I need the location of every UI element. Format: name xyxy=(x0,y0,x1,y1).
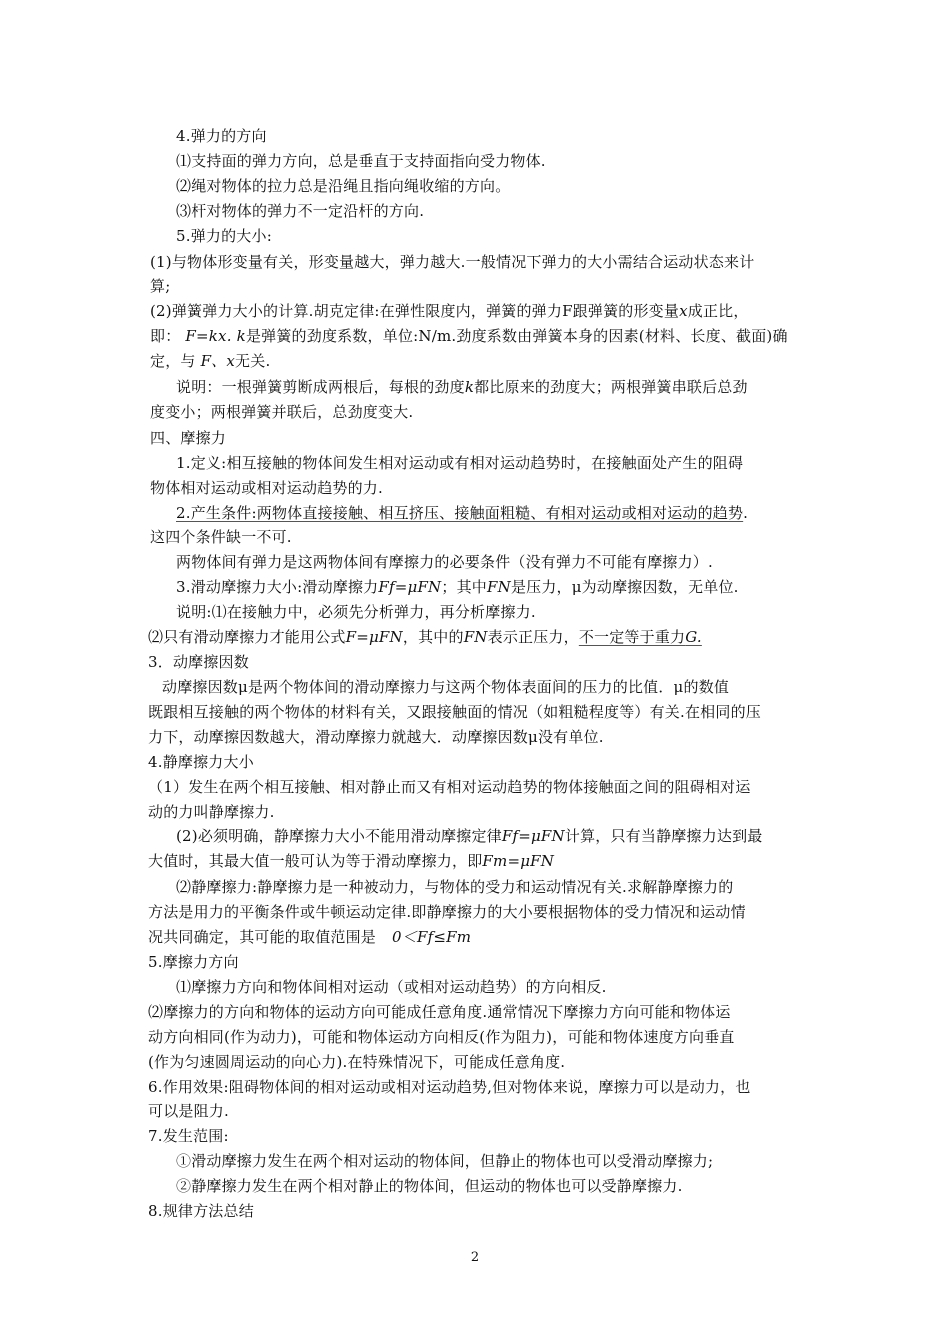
text-fragment: 大值时，其最大值一般可认为等于滑动摩擦力，即 xyxy=(148,852,483,870)
text-fragment: 表示正压力， xyxy=(487,628,579,646)
text-fragment: . xyxy=(743,504,749,522)
text-line: ⑶杆对物体的弹力不一定沿杆的方向. xyxy=(176,202,425,220)
heading-range: 7.发生范围: xyxy=(148,1127,229,1145)
heading-elastic-direction: 4.弹力的方向 xyxy=(176,127,267,145)
text-line: 度变小；两根弹簧并联后，总劲度变大. xyxy=(150,403,414,421)
formula-friction: F=μFN xyxy=(345,628,403,646)
text-fragment: 2.产生条件:两物体直接接触、相互挤压、接触面粗糙、有相对运动或相对运动的趋势 xyxy=(176,504,744,522)
text-line xyxy=(150,351,270,371)
text-fragment: ⑵只有滑动摩擦力才能用公式 xyxy=(148,628,346,646)
formula-sliding-friction: Ff=μFN xyxy=(378,578,442,596)
text-fragment: (2)弹簧弹力大小的计算.胡克定律:在弹性限度内，弹簧的弹力F跟弹簧的形变量 xyxy=(150,302,680,320)
text-fragment: 3.滑动摩擦力大小:滑动摩擦力 xyxy=(176,578,379,596)
text-line: 说明:⑴在接触力中，必须先分析弹力，再分析摩擦力. xyxy=(176,603,536,621)
text-fragment: 况共同确定，其可能的取值范围是 xyxy=(148,928,377,946)
text-line: ⑴摩擦力方向和物体间相对运动（或相对运动趋势）的方向相反. xyxy=(176,978,607,996)
text-fragment: ，其中的 xyxy=(402,628,464,646)
text-line: 动方向相同(作为动力)，可能和物体运动方向相反(作为阻力)，可能和物体速度方向垂直 xyxy=(148,1028,735,1046)
text-fragment: 无关. xyxy=(235,352,271,370)
text-line: 这四个条件缺一不可. xyxy=(150,528,292,546)
heading-elastic-magnitude: 5.弹力的大小: xyxy=(176,227,272,245)
text-line xyxy=(176,377,748,397)
text-line: （1）发生在两个相互接触、相对静止而又有相对运动趋势的物体接触面之间的阻碍相对运 xyxy=(148,778,751,796)
formula-sliding-friction: Ff=μFN xyxy=(501,827,565,845)
text-line: ①滑动摩擦力发生在两个相对运动的物体间，但静止的物体也可以受滑动摩擦力; xyxy=(176,1152,714,1170)
formula-symbol: FN xyxy=(487,578,511,596)
text-fragment: 计算，只有当静摩擦力达到最 xyxy=(564,827,763,845)
formula-hooke: F=kx. xyxy=(185,327,232,345)
text-line: 可以是阻力. xyxy=(148,1102,229,1120)
text-line xyxy=(148,927,471,947)
text-line xyxy=(150,301,749,321)
text-line xyxy=(148,851,554,871)
formula-symbol: k xyxy=(464,378,475,396)
heading-effect: 6.作用效果:阻碍物体间的相对运动或相对运动趋势,但对物体来说，摩擦力可以是动力，也 xyxy=(148,1078,751,1096)
text-fragment: 成正比， xyxy=(687,302,749,320)
text-line: 动的力叫静摩擦力. xyxy=(148,803,275,821)
text-fragment: 定，与 xyxy=(150,352,196,370)
text-line: (1)与物体形变量有关，形变量越大，弹力越大.一般情况下弹力的大小需结合运动状态来计 xyxy=(150,253,755,271)
text-line: 动摩擦因数μ是两个物体间的滑动摩擦力与这两个物体表面间的压力的比值．μ的数值 xyxy=(162,678,730,696)
text-line: 方法是用力的平衡条件或牛顿运动定律.即静摩擦力的大小要根据物体的受力情况和运动情 xyxy=(148,903,746,921)
formula-max-static: Fm=μFN xyxy=(482,852,555,870)
text-line: 两物体间有弹力是这两物体间有摩擦力的必要条件（没有弹力不可能有摩擦力）. xyxy=(176,553,713,571)
formula-symbol: F、x xyxy=(200,352,236,370)
text-line xyxy=(176,826,762,846)
formula-symbol: k xyxy=(236,327,246,345)
text-line: 算; xyxy=(150,277,171,295)
text-fragment: 说明：一根弹簧剪断成两根后，每根的劲度 xyxy=(176,378,465,396)
section-heading-friction: 四、摩擦力 xyxy=(150,429,227,447)
heading-kinetic-coefficient: 3．动摩擦因数 xyxy=(148,653,249,671)
text-fragment: ；其中 xyxy=(441,578,487,596)
formula-range: 0＜Ff≤Fm xyxy=(392,928,472,946)
text-line: (作为匀速圆周运动的向心力).在特殊情况下，可能成任意角度. xyxy=(148,1053,566,1071)
heading-friction-direction: 5.摩擦力方向 xyxy=(148,953,239,971)
text-line: 物体相对运动或相对运动趋势的力. xyxy=(150,479,383,497)
heading-static-friction: 4.静摩擦力大小 xyxy=(148,753,254,771)
text-line: 力下，动摩擦因数越大，滑动摩擦力就越大．动摩擦因数μ没有单位. xyxy=(148,728,604,746)
text-line: 既跟相互接触的两个物体的材料有关，又跟接触面的情况（如粗糙程度等）有关.在相同的压 xyxy=(148,703,761,721)
text-line xyxy=(148,627,702,647)
text-fragment: 是压力，μ为动摩擦因数，无单位. xyxy=(510,578,739,596)
text-line: ⑵绳对物体的拉力总是沿绳且指向绳收缩的方向。 xyxy=(176,177,511,195)
text-fragment: 即： xyxy=(150,327,181,345)
text-line: 1.定义:相互接触的物体间发生相对运动或有相对运动趋势时，在接触面处产生的阻碍 xyxy=(176,454,744,472)
text-fragment: 不一定等于重力G. xyxy=(578,628,702,646)
text-line: ⑵摩擦力的方向和物体的运动方向可能成任意角度.通常情况下摩擦力方向可能和物体运 xyxy=(148,1003,731,1021)
text-line xyxy=(176,577,739,597)
text-fragment: 是弹簧的劲度系数，单位:N/m.劲度系数由弹簧本身的因素(材料、长度、截面)确 xyxy=(245,327,788,345)
page-number: 2 xyxy=(470,1250,480,1265)
text-line xyxy=(150,326,788,346)
formula-symbol: x xyxy=(679,302,688,320)
text-line: ⑴支持面的弹力方向，总是垂直于支持面指向受力物体. xyxy=(176,152,546,170)
text-fragment: 都比原来的劲度大；两根弹簧串联后总劲 xyxy=(474,378,748,396)
text-line: ②静摩擦力发生在两个相对静止的物体间，但运动的物体也可以受静摩擦力. xyxy=(176,1177,683,1195)
text-fragment: (2)必须明确，静摩擦力大小不能用滑动摩擦定律 xyxy=(176,827,502,845)
text-line xyxy=(176,503,748,523)
text-line: ⑵静摩擦力:静摩擦力是一种被动力，与物体的受力和运动情况有关.求解静摩擦力的 xyxy=(176,878,734,896)
heading-summary: 8.规律方法总结 xyxy=(148,1202,254,1220)
formula-symbol: FN xyxy=(463,628,488,646)
